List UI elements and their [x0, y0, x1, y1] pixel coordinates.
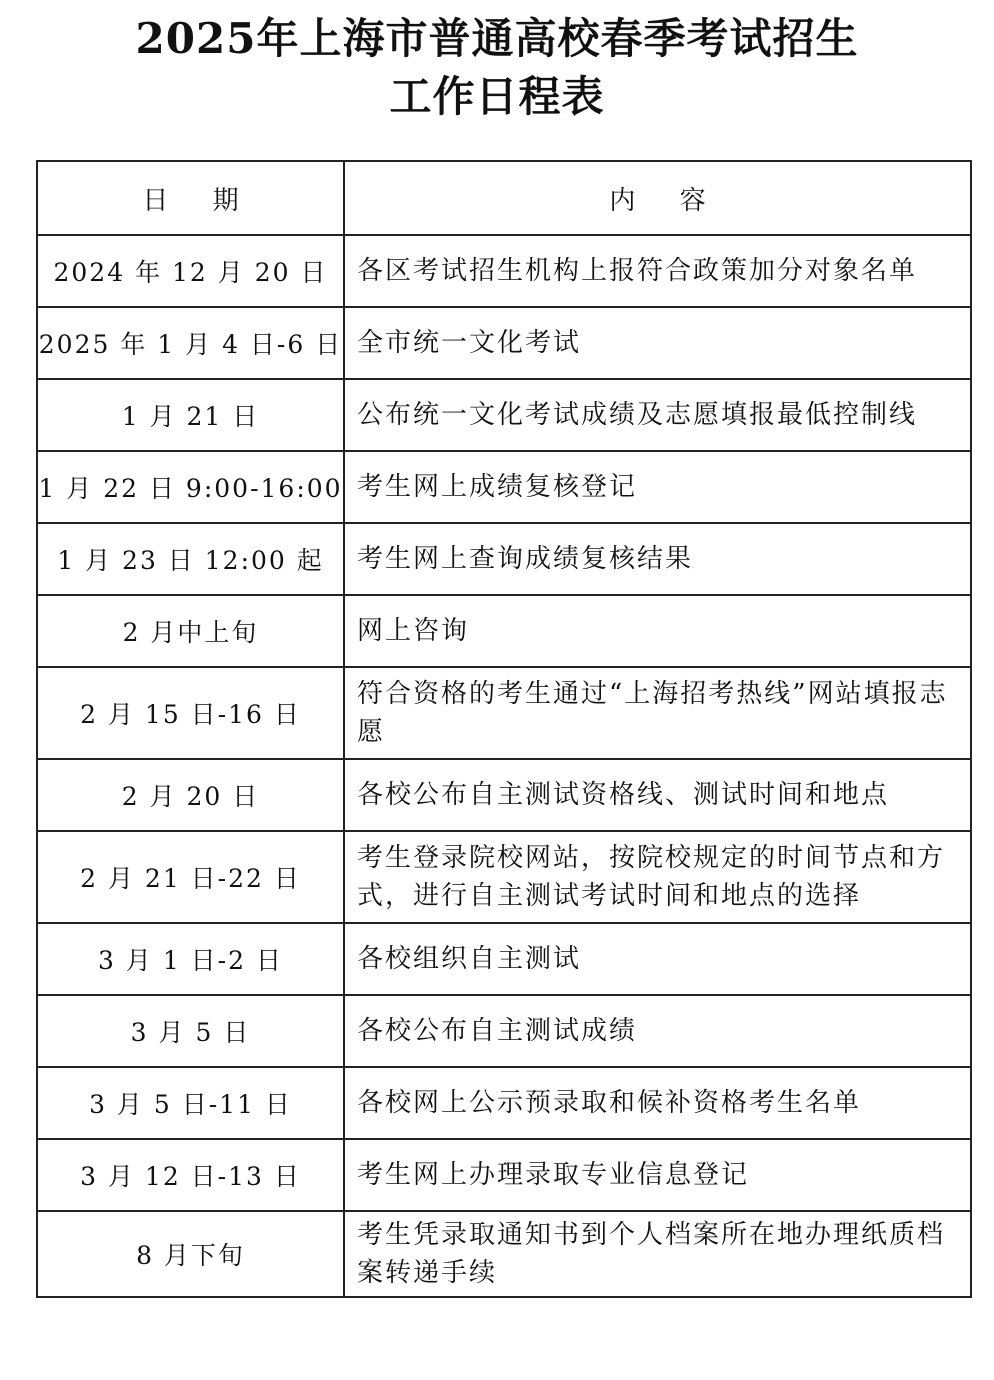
row-content: 网上咨询 [344, 595, 971, 667]
row-content: 各区考试招生机构上报符合政策加分对象名单 [344, 235, 971, 307]
row-date: 2 月 15 日-16 日 [37, 667, 344, 759]
row-date: 8 月下旬 [37, 1211, 344, 1297]
row-content: 各校公布自主测试资格线、测试时间和地点 [344, 759, 971, 831]
row-content: 考生网上成绩复核登记 [344, 451, 971, 523]
row-date: 2025 年 1 月 4 日-6 日 [37, 307, 344, 379]
row-content: 考生网上查询成绩复核结果 [344, 523, 971, 595]
row-date: 3 月 5 日-11 日 [37, 1067, 344, 1139]
row-date: 3 月 12 日-13 日 [37, 1139, 344, 1211]
table-row [37, 451, 971, 523]
table-header-row [37, 161, 971, 235]
title-line-1: 2025年上海市普通高校春季考试招生 [135, 14, 859, 63]
schedule-table [36, 160, 972, 1298]
table-row [37, 995, 971, 1067]
table-row [37, 1211, 971, 1297]
header-date: 日 期 [37, 161, 344, 235]
row-content: 各校组织自主测试 [344, 923, 971, 995]
table-row [37, 595, 971, 667]
header-content: 内 容 [344, 161, 971, 235]
row-date: 3 月 1 日-2 日 [37, 923, 344, 995]
row-content: 考生凭录取通知书到个人档案所在地办理纸质档案转递手续 [344, 1211, 971, 1297]
table-row [37, 1067, 971, 1139]
title-line-2: 工作日程表 [389, 72, 605, 121]
table-row [37, 523, 971, 595]
table-row [37, 1139, 971, 1211]
row-date: 3 月 5 日 [37, 995, 344, 1067]
table-row [37, 667, 971, 759]
row-content: 考生网上办理录取专业信息登记 [344, 1139, 971, 1211]
row-content: 全市统一文化考试 [344, 307, 971, 379]
row-content: 各校公布自主测试成绩 [344, 995, 971, 1067]
table-row [37, 307, 971, 379]
row-date: 2 月 21 日-22 日 [37, 831, 344, 923]
table-row [37, 831, 971, 923]
table-row [37, 923, 971, 995]
row-date: 2024 年 12 月 20 日 [37, 235, 344, 307]
row-date: 1 月 21 日 [37, 379, 344, 451]
row-content: 各校网上公示预录取和候补资格考生名单 [344, 1067, 971, 1139]
row-date: 1 月 22 日 9:00-16:00 [37, 451, 344, 523]
document-title [0, 10, 994, 126]
row-date: 1 月 23 日 12:00 起 [37, 523, 344, 595]
row-date: 2 月 20 日 [37, 759, 344, 831]
table-row [37, 379, 971, 451]
row-content: 公布统一文化考试成绩及志愿填报最低控制线 [344, 379, 971, 451]
row-date: 2 月中上旬 [37, 595, 344, 667]
row-content: 考生登录院校网站，按院校规定的时间节点和方式，进行自主测试考试时间和地点的选择 [344, 831, 971, 923]
table-row [37, 759, 971, 831]
table-row [37, 235, 971, 307]
row-content: 符合资格的考生通过“上海招考热线”网站填报志愿 [344, 667, 971, 759]
